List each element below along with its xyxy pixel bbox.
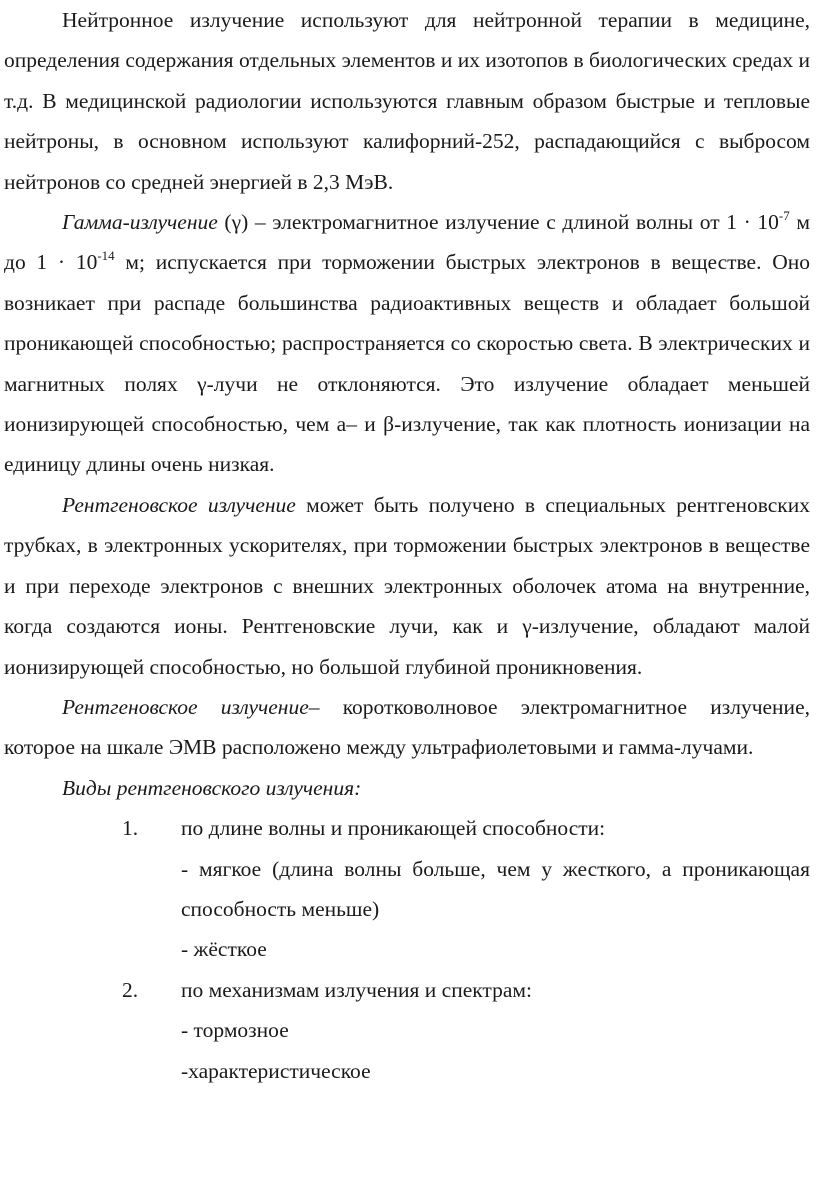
paragraph-xray-1 bbox=[4, 485, 810, 687]
gamma-exponent-2: -14 bbox=[97, 248, 115, 264]
gamma-text-2: м до 1 · 10 bbox=[4, 210, 811, 275]
list-item bbox=[4, 970, 810, 1010]
types-heading-text: Виды рентгеновского излучения: bbox=[62, 775, 362, 800]
paragraph-gamma bbox=[4, 202, 810, 485]
paragraph-xray-2 bbox=[4, 687, 810, 768]
gamma-text-3: м; испускается при торможении быстрых электронов в веществе. Оно возникает при распаде большинства радиоактивных веществ и обладает большой проникающей способностью; распространяется со скоростью света. В электрических и магнитных полях γ-лучи не отклоняются. Это излучение обладает меньшей ионизирующей способностью, чем а– и β-излучение, так как плотность ионизации на единицу длины очень низкая. bbox=[4, 250, 810, 477]
types-heading bbox=[4, 768, 810, 808]
paragraph-neutron: Нейтронное излучение используют для нейтронной терапии в медицине, определения содержания отдельных элементов и их изотопов в биологических средах и т.д. В медицинской радиологии используются главным образом быстрые и тепловые нейтроны, в основном используют калифорний-252, распадающийся с выбросом нейтронов со средней энергией в 2,3 МэВ. bbox=[4, 8, 810, 194]
gamma-exponent-1: -7 bbox=[778, 208, 790, 224]
list-number: 2. bbox=[122, 977, 139, 1002]
list-sub-item: -характеристическое bbox=[181, 1058, 371, 1083]
list-label: по механизмам излучения и спектрам: bbox=[181, 977, 532, 1002]
term-xray-2: Рентгеновское излучение bbox=[62, 694, 309, 719]
term-gamma: Гамма-излучение bbox=[62, 210, 218, 235]
xray-2-text: – коротковолновое электромагнитное излучение, которое на шкале ЭМВ расположено между ультрафиолетовыми и гамма-лучами. bbox=[4, 694, 810, 760]
list-number: 1. bbox=[122, 816, 139, 841]
term-xray-1: Рентгеновское излучение bbox=[62, 492, 296, 517]
list-item bbox=[4, 808, 810, 848]
xray-1-text: может быть получено в специальных рентгеновских трубках, в электронных ускорителях, при торможении быстрых электронов в веществе и при переходе электронов с внешних электронных оболочек атома на внутренние, когда создаются ионы. Рентгеновские лучи, как и γ-излучение, обладают малой ионизирующей способностью, но большой глубиной проникновения. bbox=[4, 492, 811, 679]
list-sub-item: - жёсткое bbox=[181, 937, 267, 962]
gamma-text-1: (γ) – электромагнитное излучение с длиной волны от 1 · 10 bbox=[217, 210, 779, 235]
list-sub-item: - мягкое (длина волны больше, чем у жесткого, а проникающая способность меньше) bbox=[181, 856, 810, 921]
list-label: по длине волны и проникающей способности: bbox=[181, 816, 606, 841]
list-sub-item: - тормозное bbox=[181, 1018, 289, 1043]
